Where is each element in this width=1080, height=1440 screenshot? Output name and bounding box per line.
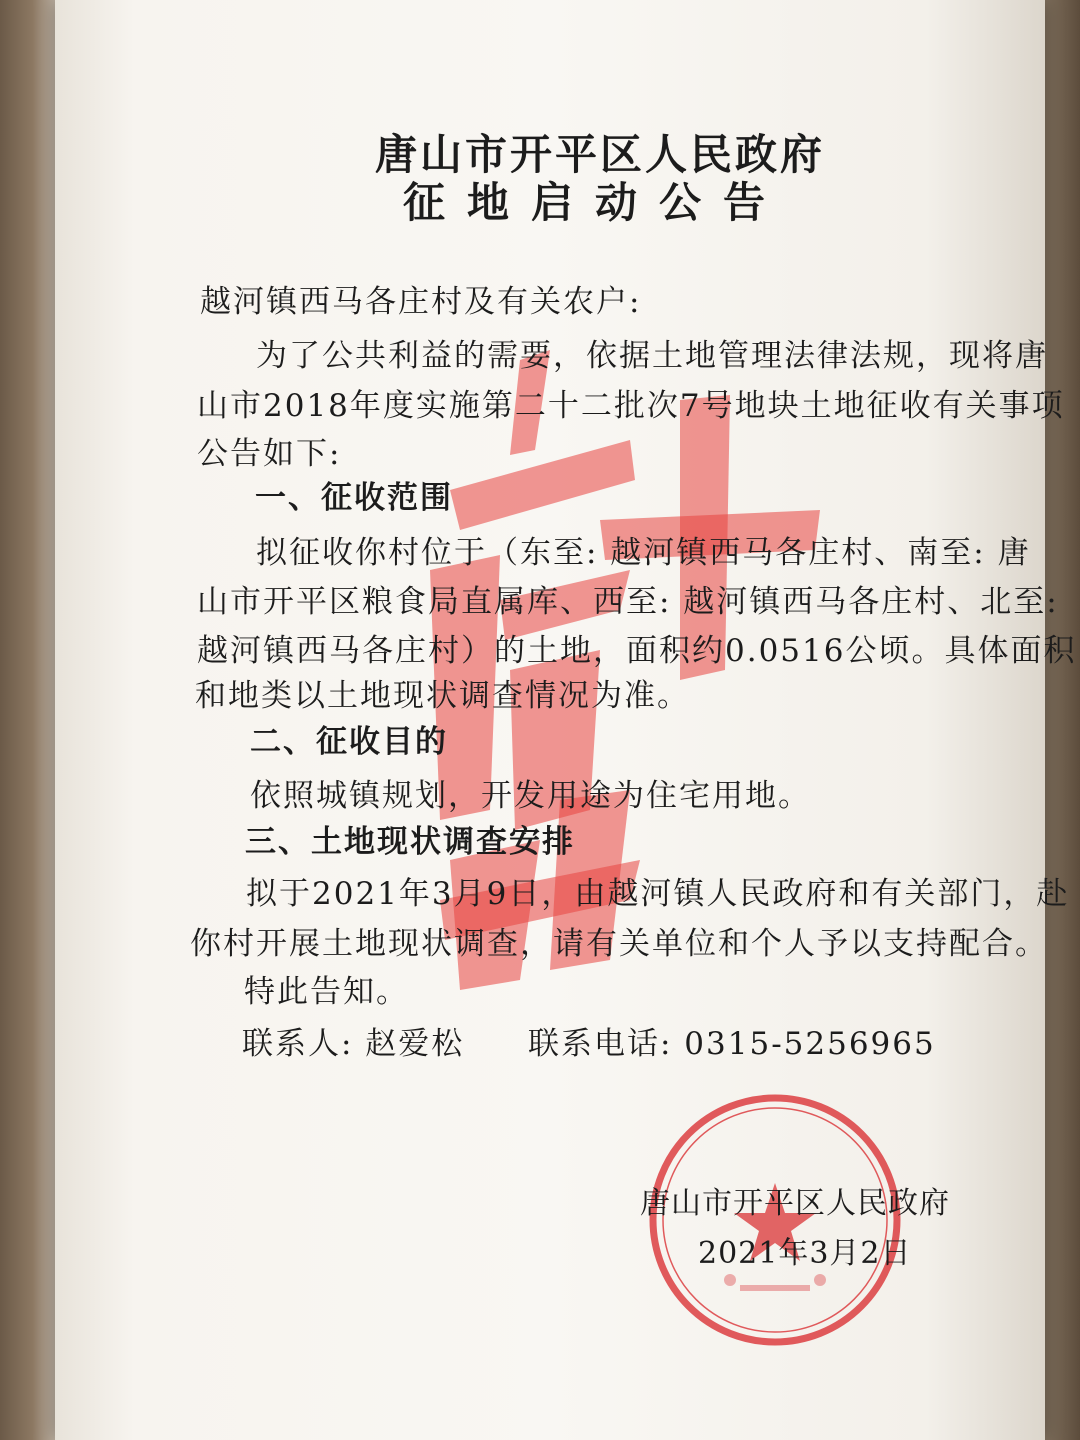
- intro-line: 山市2018年度实施第二十二批次7号地块土地征收有关事项: [197, 388, 1065, 424]
- addressee: 越河镇西马各庄村及有关农户:: [200, 284, 642, 320]
- section-heading: 三、土地现状调查安排: [245, 824, 575, 860]
- section-heading: 二、征收目的: [250, 724, 448, 760]
- intro-line: 为了公共利益的需要，依据土地管理法律法规，现将唐: [256, 338, 1048, 374]
- contact-phone: 联系电话: 0315-5256965: [528, 1026, 936, 1062]
- section-line: 越河镇西马各庄村）的土地，面积约0.0516公顷。具体面积: [197, 633, 1077, 669]
- intro-line: 公告如下:: [197, 436, 342, 472]
- closing: 特此告知。: [244, 974, 409, 1010]
- signature-date: 2021年3月2日: [698, 1236, 912, 1271]
- section-line: 依照城镇规划，开发用途为住宅用地。: [250, 778, 811, 814]
- document-title-org: 唐山市开平区人民政府: [375, 130, 826, 179]
- section-line: 山市开平区粮食局直属库、西至: 越河镇西马各庄村、北至:: [197, 584, 1059, 620]
- contact-person: 联系人: 赵爱松: [242, 1026, 465, 1062]
- document-title: 征地启动公告: [403, 178, 788, 227]
- section-line: 和地类以土地现状调查情况为准。: [195, 678, 690, 714]
- section-line: 拟于2021年3月9日，由越河镇人民政府和有关部门，赴: [246, 876, 1070, 912]
- section-line: 你村开展土地现状调查，请有关单位和个人予以支持配合。: [190, 926, 1048, 962]
- section-line: 拟征收你村位于（东至: 越河镇西马各庄村、南至: 唐: [256, 535, 1031, 571]
- section-heading: 一、征收范围: [255, 480, 453, 516]
- signature-org: 唐山市开平区人民政府: [640, 1186, 950, 1221]
